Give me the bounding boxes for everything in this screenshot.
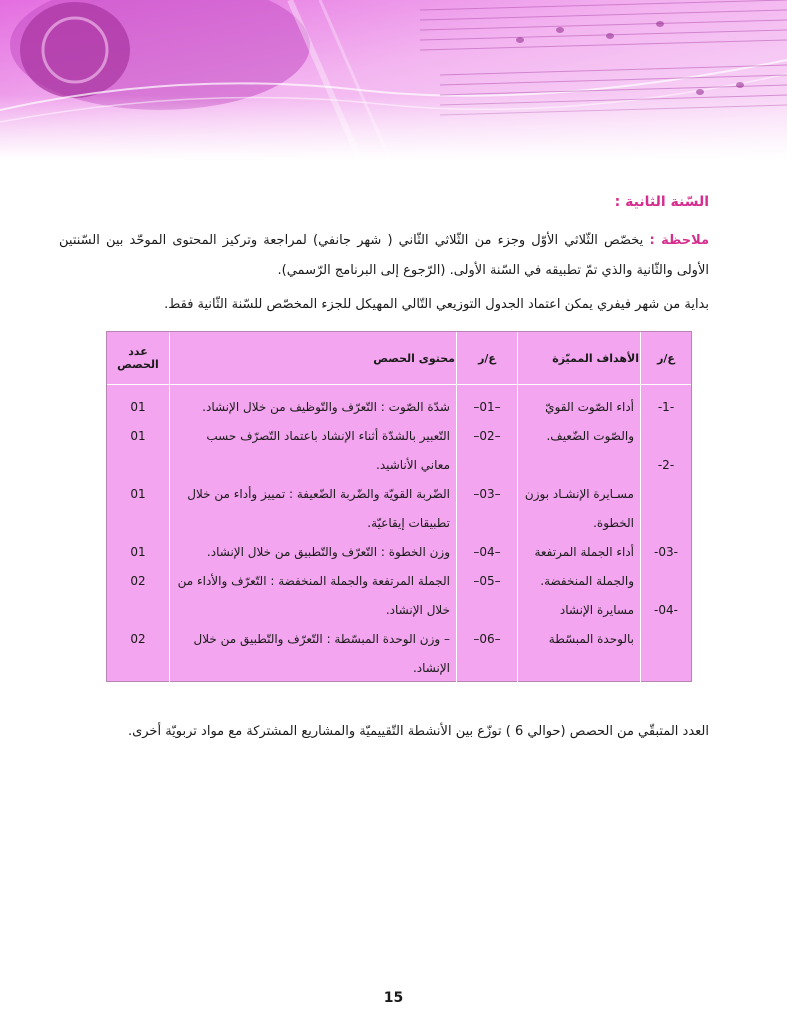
closing-paragraph: العدد المتبقّي من الحصص (حوالي 6 ) توزّع بين الأنشطة التّقييميّة والمشاريع المشتركة مع مواد تربويّة أخرى. [127,724,709,739]
session-number: –05– [473,574,501,588]
session-count: 01 [130,487,146,501]
session-content: الضّربة القويّة والضّربة الضّعيفة : تمييز وأداء من خلال تطبيقات إيقاعيّة. [187,487,450,530]
note-paragraph [59,226,709,286]
num-item: -04- [654,603,678,617]
objective-item: أداء الجملة المرتفعة والجملة المنخفضة. [534,545,634,588]
note-label: ملاحظة : [649,233,710,248]
content-column [170,385,457,684]
header-count: عدد الحصص [107,332,170,385]
session-no-column [457,385,518,684]
section-title: السّنة الثانية : [614,194,709,210]
header-num: ع/ر [641,332,692,385]
session-content: شدّة الصّوت : التّعرّف والتّوظيف من خلال الإنشاد. [202,400,450,414]
session-count: 01 [130,429,146,443]
session-number: –02– [473,429,501,443]
session-content: وزن الخطوة : التّعرّف والتّطبيق من خلال الإنشاد. [206,545,450,559]
table-header-row [107,332,691,385]
objective-item: أداء الصّوت القويّ والصّوت الضّعيف. [545,400,634,443]
session-count: 01 [130,545,146,559]
num-item: -1- [657,400,675,414]
session-count: 02 [130,574,146,588]
session-content: الجملة المرتفعة والجملة المنخفضة : التّعرّف والأداء من خلال الإنشاد. [177,574,450,617]
header-no: ع/ر [457,332,518,385]
table-row [107,385,691,684]
intro-paragraph: بداية من شهر فيفري يمكن اعتماد الجدول التوزيعي التّالي المهيكل للجزء المخصّص للسّنة الثّانية فقط. [164,297,709,312]
header-objectives: الأهداف المميّزة [518,332,641,385]
session-count: 02 [130,632,146,646]
count-column [107,385,170,684]
objectives-column [518,385,641,684]
session-content: التّعبير بالشدّة أثناء الإنشاد باعتماد التّصرّف حسب معاني الأناشيد. [206,429,450,472]
objective-item: مسـايرة الإنشـاد بوزن الخطوة. [524,487,634,530]
session-number: –06– [473,632,501,646]
num-column [641,385,692,684]
session-number: –03– [473,487,501,501]
num-item: -03- [654,545,678,559]
session-number: –04– [473,545,501,559]
session-count: 01 [130,400,146,414]
session-number: –01– [473,400,501,414]
page-number: 15 [383,990,404,1006]
num-item: -2- [657,458,675,472]
note-text: يخصّص الثّلاثي الأوّل وجزء من الثّلاثي الثّاني ( شهر جانفي) لمراجعة وتركيز المحتوى الموحّد بين السّنتين الأولى والثّانية والذي تمّ تطبيقه في السّنة الأولى. (الرّجوع إلى البرنامج الرّسمي). [59,233,709,278]
distribution-table [106,331,692,682]
session-content: – وزن الوحدة المبسّطة : التّعرّف والتّطبيق من خلال الإنشاد. [193,632,450,675]
objective-item: مسايرة الإنشاد بالوحدة المبسّطة [548,603,634,646]
header-content: محتوى الحصص [170,332,457,385]
